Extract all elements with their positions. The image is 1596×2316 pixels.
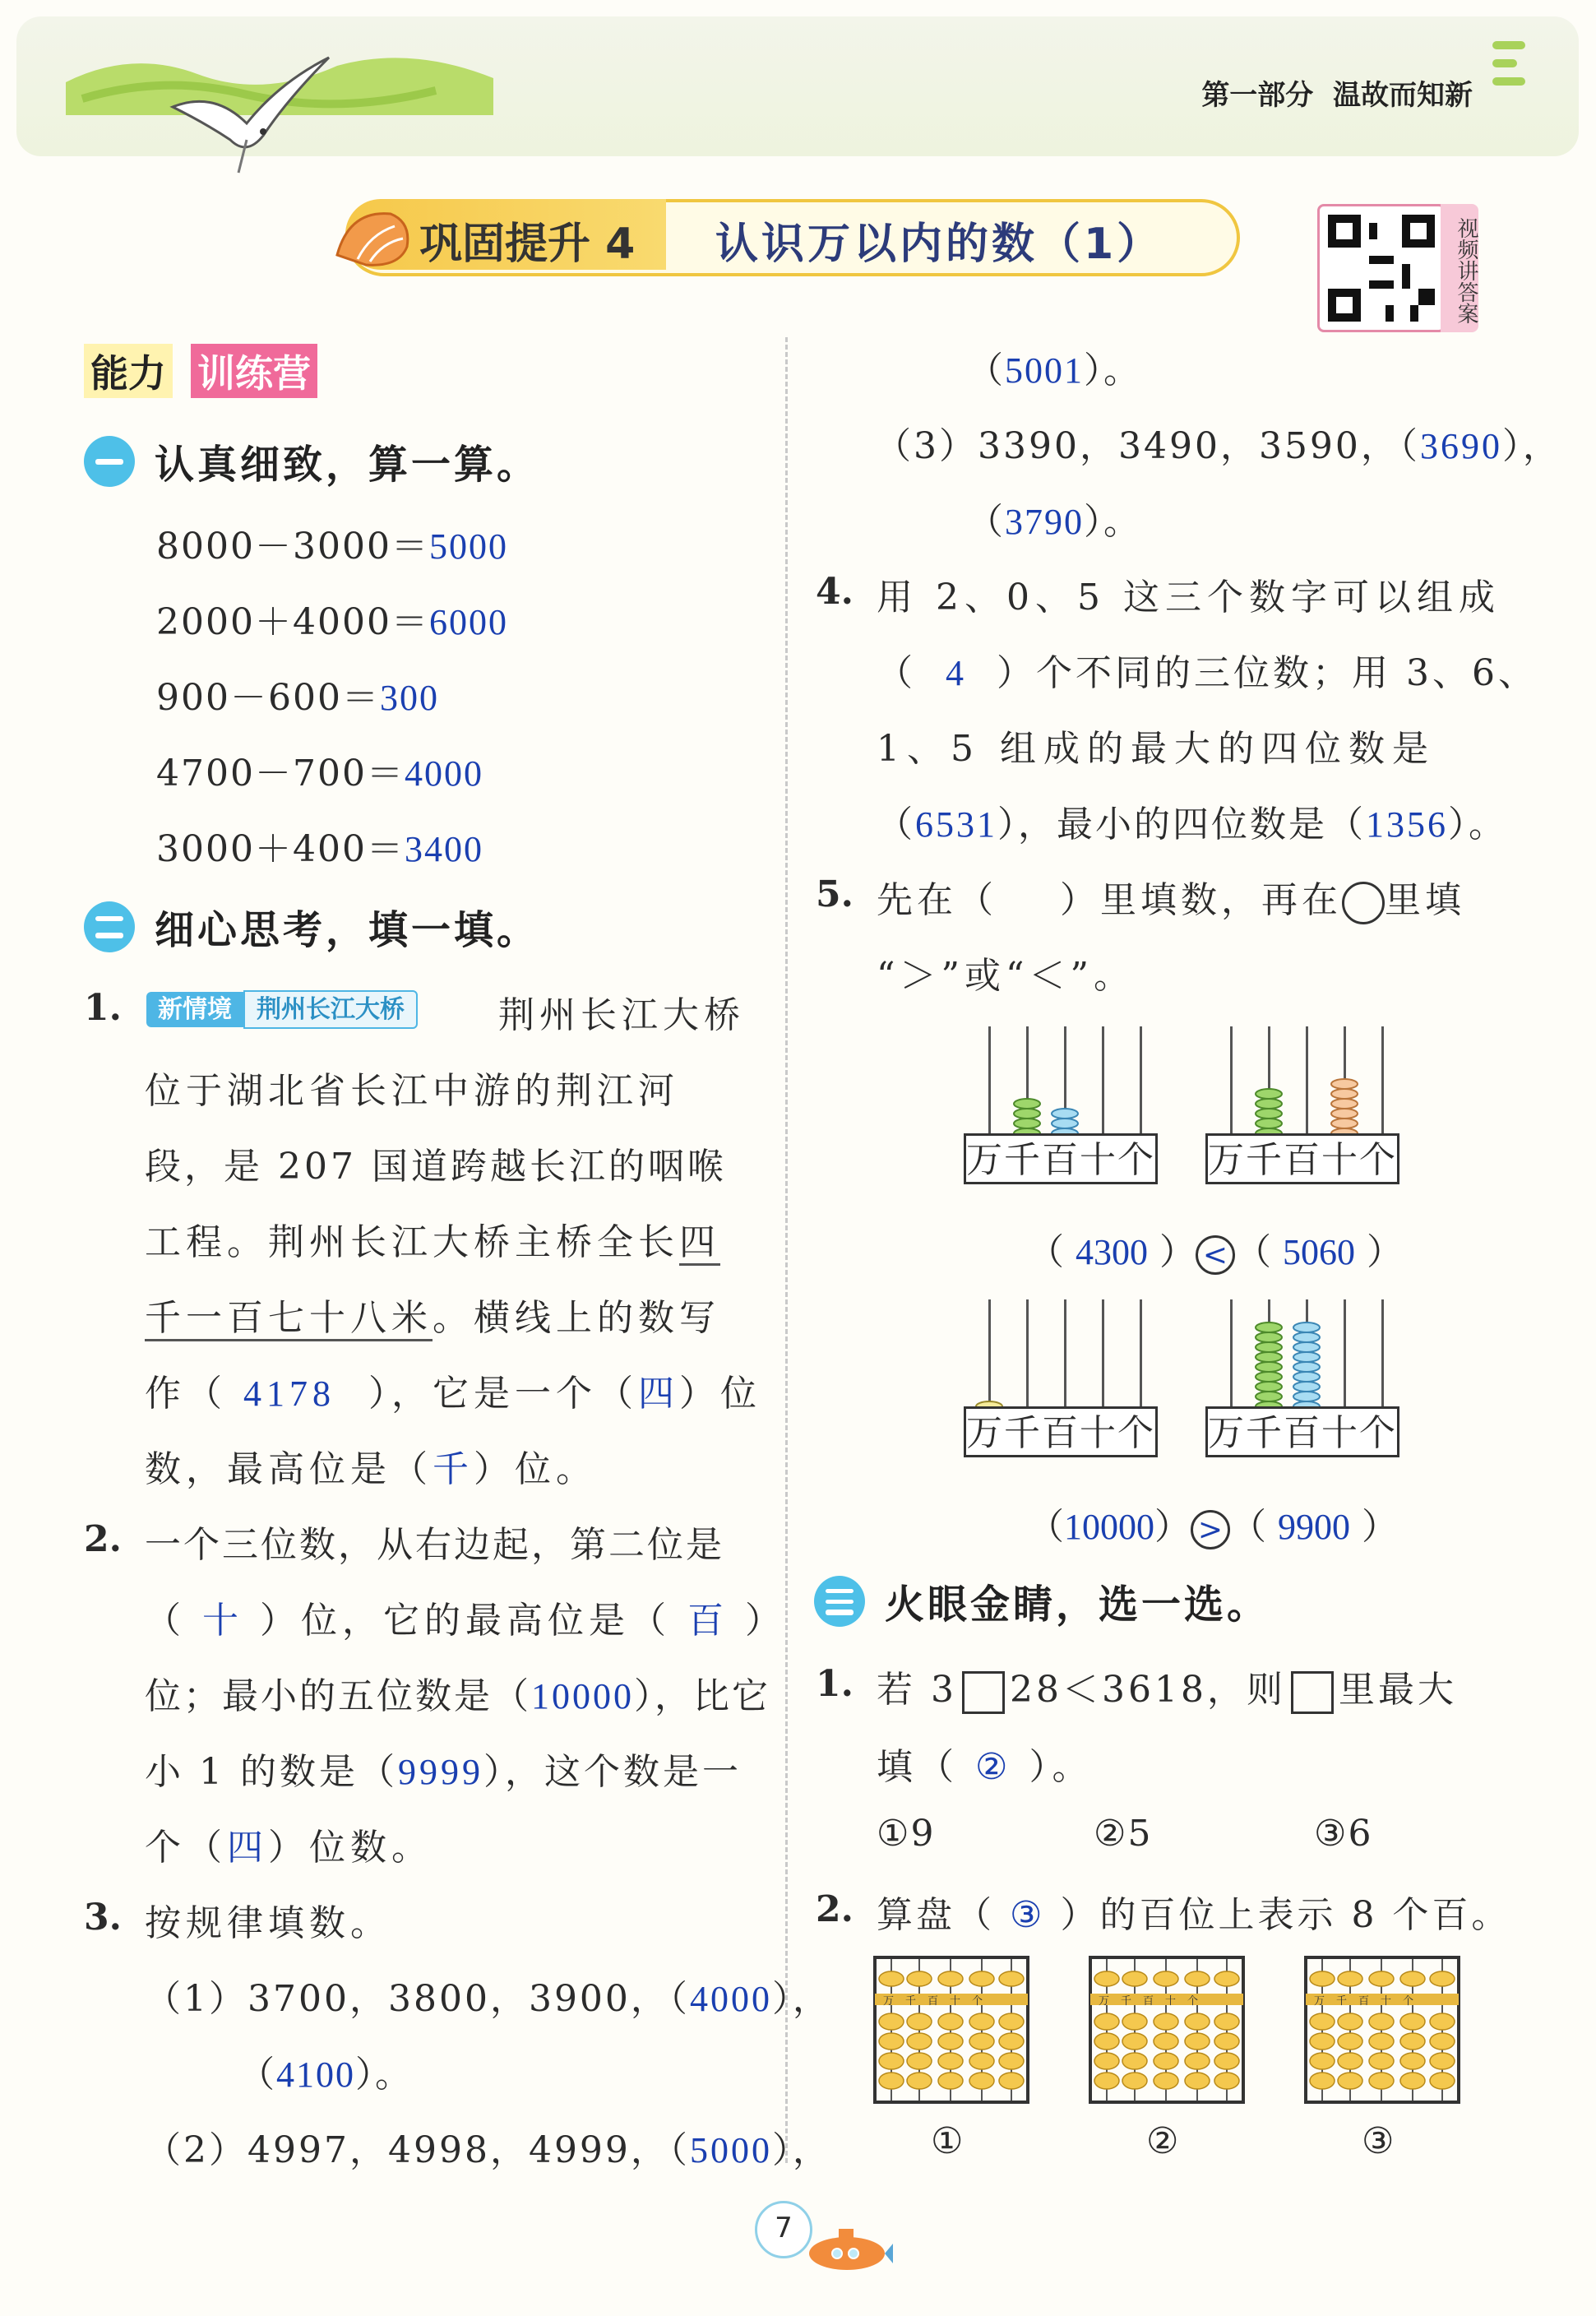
page-number: 7 <box>755 2201 812 2258</box>
q5-line1: 先在（ ）里填数，再在 里填 <box>877 870 1465 924</box>
counting-frame-5060 <box>1205 1026 1403 1183</box>
calc-item: 2000＋4000＝6000 <box>156 601 508 643</box>
q1-line5: 千一百七十八米。横线上的数写 <box>145 1288 720 1341</box>
section-two-badge <box>84 901 135 952</box>
s3-q1-line1: 若 3 28＜3618，则 里最大 <box>877 1660 1457 1714</box>
context-tag: 新情境 荆州长江大桥 <box>146 989 418 1025</box>
submarine-icon <box>796 2217 895 2275</box>
abacus-caption-1: ① <box>931 2120 965 2162</box>
abacus-label: 万千百十个 <box>1314 1995 1426 2008</box>
question-number: 1. <box>84 987 122 1029</box>
question-number: 5. <box>816 873 854 915</box>
abacus-3 <box>1304 1956 1460 2104</box>
abacus-label: 万千百十个 <box>1099 1995 1210 2008</box>
badge-xunlianying: 训练营 <box>191 344 317 398</box>
header-stripes <box>1492 41 1534 132</box>
q3-part3: （3）3390，3490，3590，（3690）， <box>875 425 1561 467</box>
section-one-title: 认真细致，算一算。 <box>155 442 540 488</box>
abacus-caption-3: ③ <box>1362 2120 1396 2162</box>
q3-part1: （1）3700，3800，3900，（4000）， <box>145 1978 831 2020</box>
q2-line4: 小 1 的数是（9999），这个数是一 <box>145 1751 742 1793</box>
question-number: 4. <box>816 571 854 613</box>
q3-part2-cont: （5001）。 <box>967 350 1141 391</box>
q3-part1-cont: （4100）。 <box>238 2054 413 2096</box>
part-label: 第一部分 温故而知新 <box>1201 79 1473 112</box>
q2-line5: 个（四）位数。 <box>145 1827 433 1869</box>
abacus-1 <box>873 1956 1029 2104</box>
section-two-title: 细心思考，填一填。 <box>155 907 540 953</box>
q4-line3: 1、5 组成的最大的四位数是 <box>877 728 1436 770</box>
q2-line2: （ 十 ）位，它的最高位是（ 百 ） <box>145 1600 786 1642</box>
question-number: 3. <box>84 1897 122 1938</box>
seagull-icon <box>164 49 337 181</box>
question-number: 2. <box>816 1888 854 1930</box>
q1-line3: 段，是 207 国道跨越长江的咽喉 <box>145 1146 727 1188</box>
digit-box <box>1291 1671 1334 1714</box>
s3-q1-option-1[interactable]: ①9 <box>877 1813 936 1855</box>
q2-line1: 一个三位数，从右边起，第二位是 <box>145 1524 724 1566</box>
column-divider <box>785 337 788 2163</box>
q3-title: 按规律填数。 <box>145 1902 391 1944</box>
counting-frame-9900 <box>1205 1299 1403 1456</box>
section-one-badge <box>84 436 135 487</box>
calc-item: 8000－3000＝5000 <box>156 526 508 567</box>
q5-line2: “＞”或“＜”。 <box>877 955 1135 997</box>
q1-line4: 工程。荆州长江大桥主桥全长四 <box>145 1212 720 1265</box>
abacus-label: 万千百十个 <box>883 1995 995 2008</box>
q1-line1: 荆州长江大桥 <box>498 994 745 1036</box>
q1-line7: 数，最高位是（千）位。 <box>145 1448 597 1490</box>
digit-box <box>962 1671 1005 1714</box>
s3-q1-option-2[interactable]: ②5 <box>1094 1813 1153 1855</box>
counting-frame-4300 <box>964 1026 1161 1183</box>
q4-line2: （ 4 ）个不同的三位数；用 3、6、 <box>877 652 1538 694</box>
badge-nengli: 能力 <box>84 344 173 398</box>
compare-row-2: （10000） > （ 9900 ） <box>1028 1506 1398 1548</box>
q2-line3: 位；最小的五位数是（10000），比它 <box>145 1675 770 1717</box>
s3-q1-line2: 填（ ② ）。 <box>877 1746 1094 1788</box>
s3-q2-line1: 算盘（ ③ ）的百位上表示 8 个百。 <box>877 1894 1511 1936</box>
q1-line6: 作（ 4178 ），它是一个（四）位 <box>145 1373 761 1415</box>
compare-circle <box>1342 882 1385 924</box>
counter-label: 万千百十个 <box>964 1133 1158 1184</box>
calc-item: 900－600＝300 <box>156 677 439 719</box>
q4-line1: 用 2、0、5 这三个数字可以组成 <box>877 577 1501 618</box>
qr-code-icon[interactable] <box>1317 204 1446 332</box>
counter-label: 万千百十个 <box>1205 1406 1399 1457</box>
counter-label: 万千百十个 <box>964 1406 1158 1457</box>
q4-line4: （6531），最小的四位数是（1356）。 <box>877 804 1507 845</box>
page-title: 认识万以内的数（1） <box>715 220 1163 269</box>
question-number: 1. <box>816 1663 854 1705</box>
counting-frame-10000 <box>964 1299 1161 1456</box>
calc-item: 3000＋400＝3400 <box>156 828 483 870</box>
q1-line2: 位于湖北省长江中游的荆江河 <box>145 1070 679 1112</box>
calc-item: 4700－700＝4000 <box>156 753 483 794</box>
s3-q1-option-3[interactable]: ③6 <box>1314 1813 1373 1855</box>
title-lesson-tag: 巩固提升 4 <box>419 220 636 269</box>
qr-label: 视频讲答案 <box>1441 204 1478 332</box>
question-number: 2. <box>84 1518 122 1560</box>
section-three-title: 火眼金睛，选一选。 <box>885 1582 1270 1628</box>
q3-part3-cont: （3790）。 <box>967 501 1141 543</box>
section-three-badge <box>814 1576 865 1627</box>
compare-row-1: （ 4300 ） < （ 5060 ） <box>1028 1231 1403 1273</box>
counter-label: 万千百十个 <box>1205 1133 1399 1184</box>
abacus-caption-2: ② <box>1146 2120 1181 2162</box>
shell-icon <box>333 206 415 271</box>
abacus-2 <box>1089 1956 1245 2104</box>
q3-part2: （2）4997，4998，4999，（5000）， <box>145 2129 831 2171</box>
